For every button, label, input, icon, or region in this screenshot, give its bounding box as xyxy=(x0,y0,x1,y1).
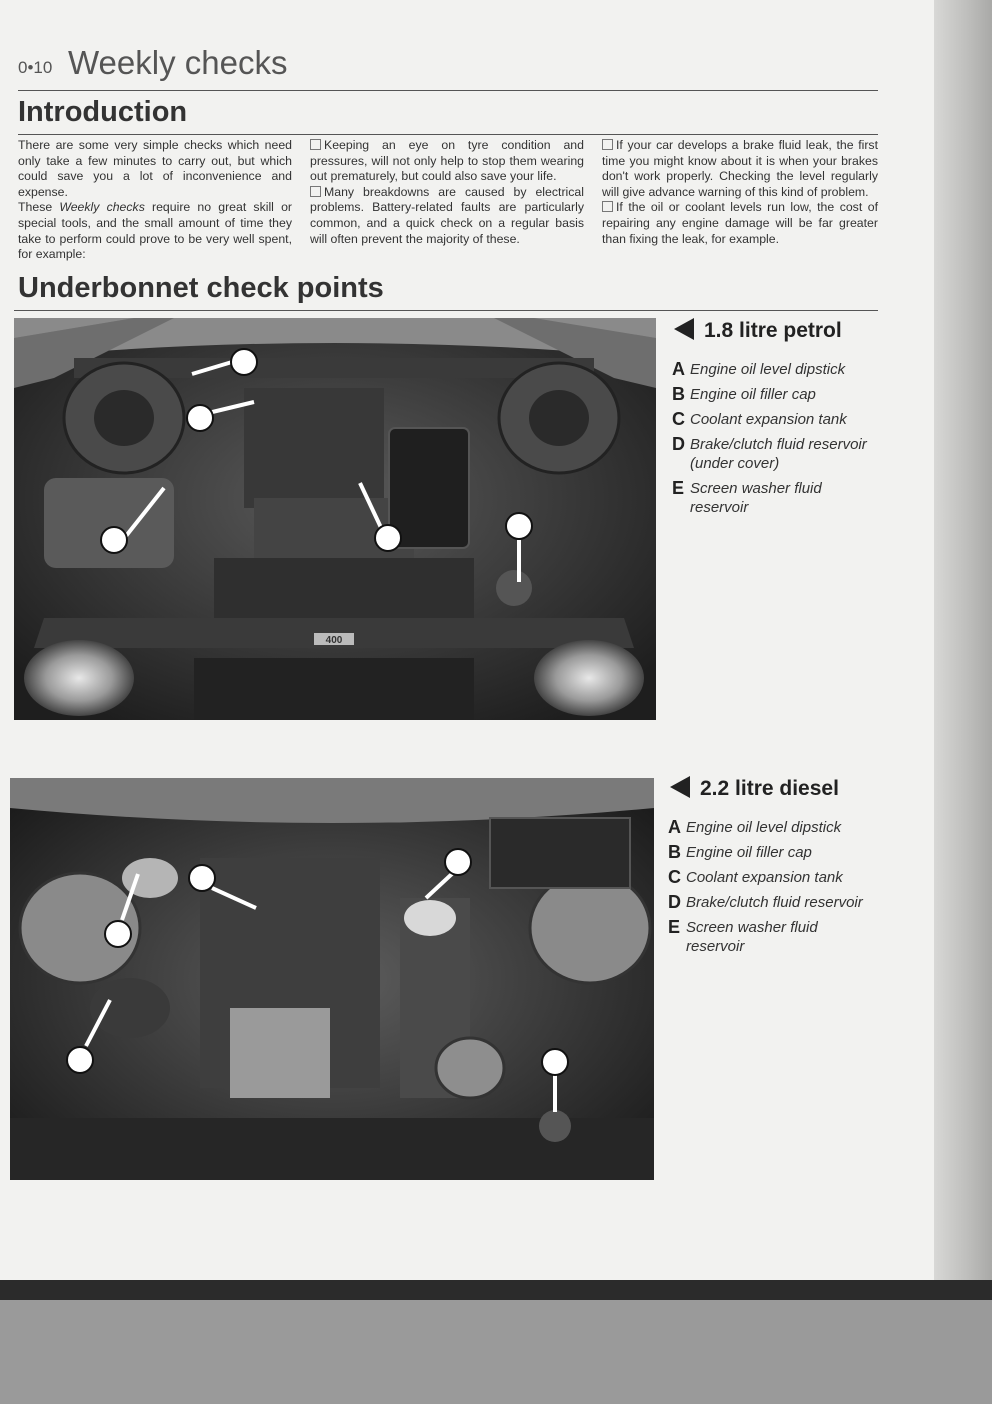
diesel-legend-title: 2.2 litre diesel xyxy=(670,776,839,801)
page-title: Weekly checks xyxy=(68,44,288,81)
intro-paragraph: These Weekly checks require no great skill or special tools, and the small amount of time they take to perform could prove to be very well spent, for example: xyxy=(18,200,292,262)
intro-column-3 xyxy=(602,138,878,247)
legend-item: B Engine oil filler cap xyxy=(672,384,816,404)
page-number: 0•10 xyxy=(18,58,53,77)
checkbox-bullet-icon xyxy=(310,139,321,150)
diesel-legend xyxy=(668,818,878,962)
legend-item: A Engine oil level dipstick xyxy=(668,817,842,837)
callout-e-marker xyxy=(506,513,532,539)
legend-item: E Screen washer fluid reservoir xyxy=(672,478,822,516)
underbonnet-heading: Underbonnet check points xyxy=(18,272,384,304)
callout-c-marker xyxy=(67,1047,93,1073)
legend-item: C Coolant expansion tank xyxy=(668,867,843,887)
petrol-legend-title: 1.8 litre petrol xyxy=(674,318,842,343)
callout-e-marker xyxy=(542,1049,568,1075)
legend-item: B Engine oil filler cap xyxy=(668,842,812,862)
checkbox-bullet-icon xyxy=(602,139,613,150)
checkbox-bullet-icon xyxy=(602,201,613,212)
adjacent-page-edge xyxy=(934,0,992,1280)
intro-column-1 xyxy=(18,138,292,263)
callout-d-marker xyxy=(231,349,257,375)
legend-item: D Brake/clutch fluid reservoir xyxy=(668,892,863,912)
intro-paragraph: Many breakdowns are caused by electrical problems. Battery-related faults are particularly common, and a quick check on a regular basis will often prevent the majority of these. xyxy=(310,184,584,246)
intro-paragraph: Keeping an eye on tyre condition and pressures, will not only help to stop them wearing out prematurely, but could also save your life. xyxy=(310,138,584,184)
legend-item: C Coolant expansion tank xyxy=(672,409,847,429)
page-bottom-edge xyxy=(0,1280,992,1300)
callout-a-marker xyxy=(187,405,213,431)
introduction-heading: Introduction xyxy=(18,96,188,128)
legend-item: D Brake/clutch fluid reservoir (under cover) xyxy=(672,434,867,472)
underbonnet-rule xyxy=(14,310,878,311)
intro-column-2 xyxy=(310,138,584,247)
callout-a-marker xyxy=(445,849,471,875)
legend-item: E Screen washer fluid reservoir xyxy=(668,917,818,955)
callout-d-marker xyxy=(105,921,131,947)
page-header xyxy=(18,44,878,91)
petrol-engine-photo xyxy=(14,318,656,720)
pointer-arrow-icon xyxy=(674,318,694,340)
pointer-arrow-icon xyxy=(670,776,690,798)
intro-paragraph: If your car develops a brake fluid leak, the first time you might know about it is when your brakes don't work properly. Checking the level regularly will give advance warning of this kind of problem. xyxy=(602,138,878,199)
callout-c-marker xyxy=(101,527,127,553)
petrol-engine-badge: 400 xyxy=(325,635,343,646)
legend-item: A Engine oil level dipstick xyxy=(672,359,846,379)
callout-b-marker xyxy=(189,865,215,891)
callout-b-marker xyxy=(375,525,401,551)
checkbox-bullet-icon xyxy=(310,186,321,197)
introduction-rule xyxy=(18,134,878,135)
diesel-engine-photo xyxy=(10,778,654,1180)
intro-paragraph: There are some very simple checks which need only take a few minutes to carry out, but which could save you a lot of inconvenience and expense. xyxy=(18,138,292,199)
petrol-legend xyxy=(672,360,878,523)
scanner-background xyxy=(0,1280,992,1404)
intro-paragraph: If the oil or coolant levels run low, the cost of repairing any engine damage will be far greater than fixing the leak, for example. xyxy=(602,200,878,246)
